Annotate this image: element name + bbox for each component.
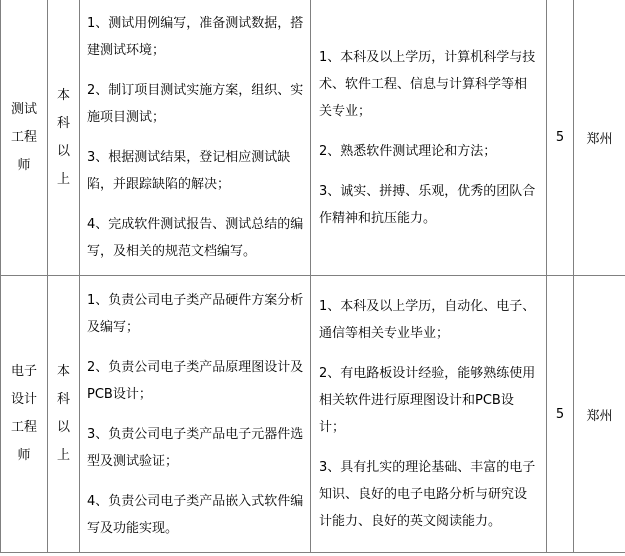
list-item-paragraph: 1、测试用例编写，准备测试数据，搭建测试环境； xyxy=(87,16,304,59)
list-item-paragraph: 3、诚实、拼搏、乐观，优秀的团队合作精神和抗压能力。 xyxy=(319,183,536,226)
requirements-cell xyxy=(311,276,547,553)
list-item-paragraph: 1、本科及以上学历，计算机科学与技术、软件工程、信息与计算科学等相关专业； xyxy=(319,49,536,119)
list-item-paragraph: 3、负责公司电子类产品电子元器件选型及测试验证； xyxy=(87,426,304,469)
headcount-cell: 5 xyxy=(547,276,574,553)
location-cell: 郑州 xyxy=(574,276,625,553)
job-title-cell: 电子设计工程师 xyxy=(1,276,48,553)
list-item-paragraph: 1、本科及以上学历，自动化、电子、通信等相关专业毕业； xyxy=(319,299,536,342)
list-item-paragraph: 1、负责公司电子类产品硬件方案分析及编写； xyxy=(87,292,304,335)
list-item-paragraph: 2、熟悉软件测试理论和方法； xyxy=(319,143,497,159)
table-row xyxy=(1,276,625,553)
duties-cell xyxy=(80,0,311,276)
table-row xyxy=(1,0,625,276)
list-item-paragraph: 2、有电路板设计经验，能够熟练使用相关软件进行原理图设计和PCB设计； xyxy=(319,366,536,436)
education-cell: 本科以上 xyxy=(48,276,80,553)
list-item-paragraph: 4、完成软件测试报告、测试总结的编写，及相关的规范文档编写。 xyxy=(87,217,304,260)
list-item-paragraph: 3、具有扎实的理论基础、丰富的电子知识、良好的电子电路分析与研究设计能力、良好的英文阅读能力。 xyxy=(319,460,536,530)
job-title-cell: 测试工程师 xyxy=(1,0,48,276)
list-item-paragraph: 2、负责公司电子类产品原理图设计及PCB设计； xyxy=(87,359,304,402)
list-item-paragraph: 2、制订项目测试实施方案，组织、实施项目测试； xyxy=(87,83,304,126)
duties-cell xyxy=(80,276,311,553)
education-cell: 本科以上 xyxy=(48,0,80,276)
list-item-paragraph: 3、根据测试结果，登记相应测试缺陷，并跟踪缺陷的解决； xyxy=(87,150,291,193)
headcount-cell: 5 xyxy=(547,0,574,276)
list-item-paragraph: 4、负责公司电子类产品嵌入式软件编写及功能实现。 xyxy=(87,493,304,536)
location-cell: 郑州 xyxy=(574,0,625,276)
requirements-cell xyxy=(311,0,547,276)
